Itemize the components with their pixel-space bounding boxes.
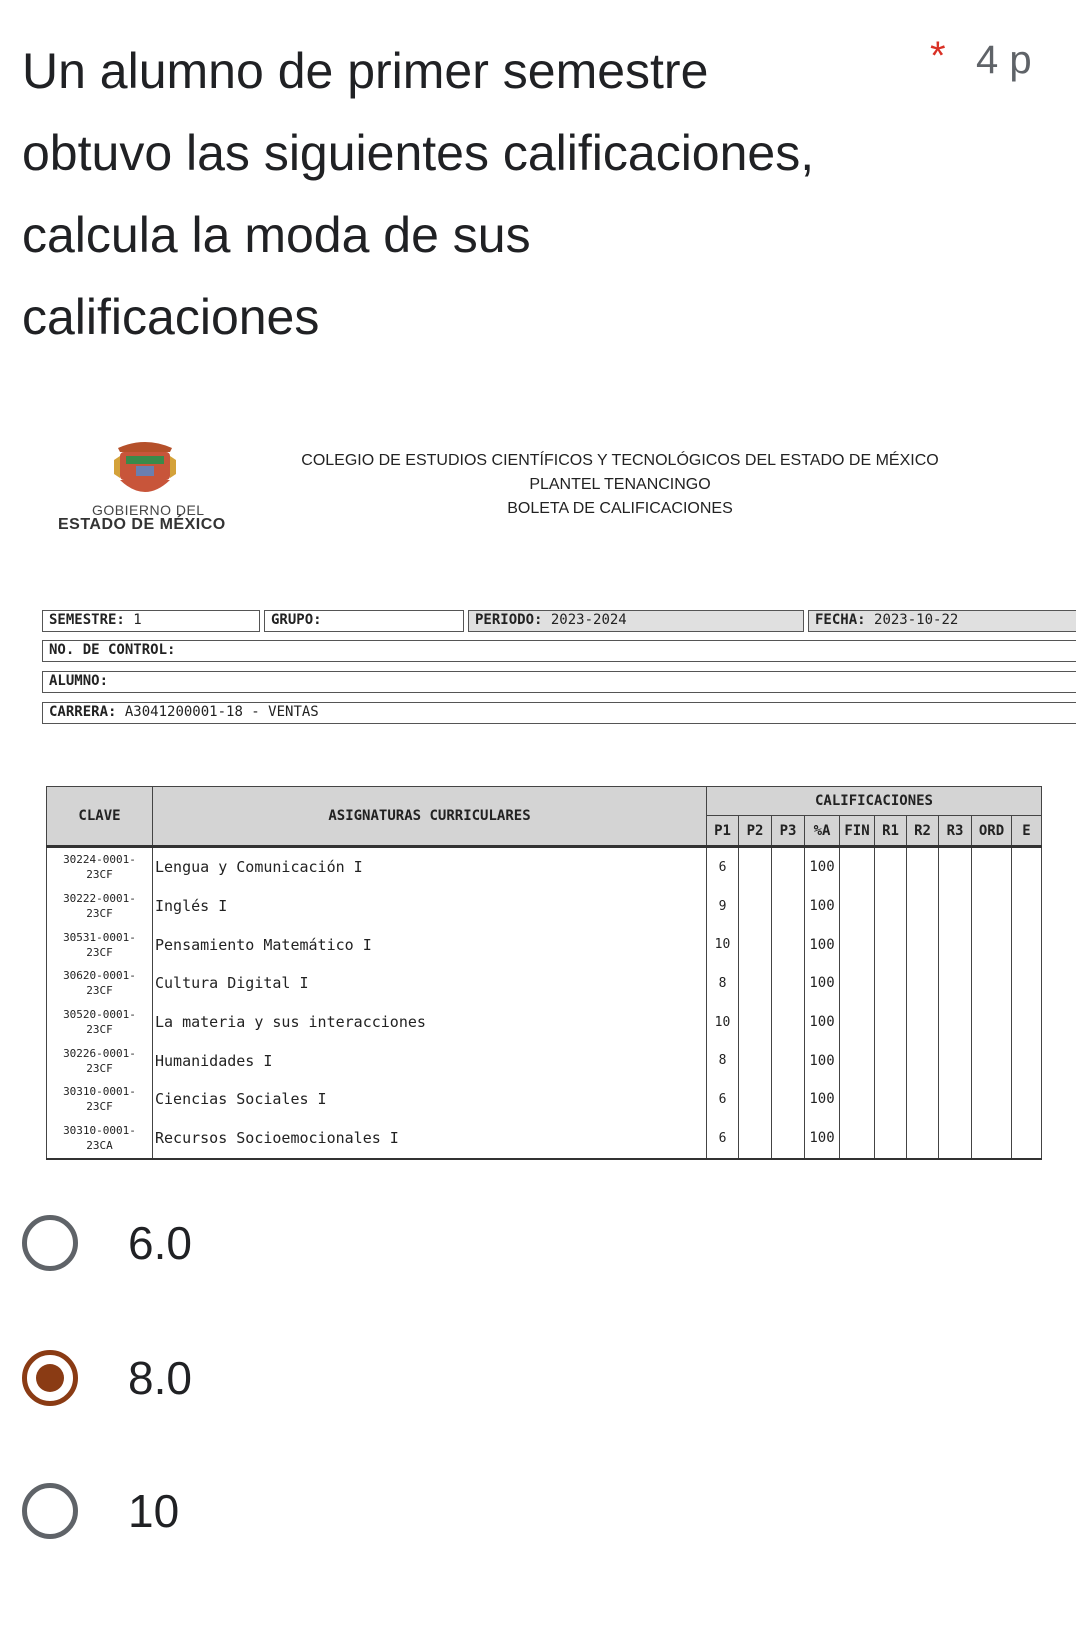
p2-cell [739, 1041, 772, 1080]
pct-cell: 100 [805, 1041, 840, 1080]
semestre-field [42, 610, 260, 632]
pct-cell: 100 [805, 1119, 840, 1159]
r3-cell [939, 847, 972, 887]
p1-cell: 6 [707, 1080, 739, 1119]
p1-cell: 8 [707, 1041, 739, 1080]
grupo-field [264, 610, 464, 632]
header-asignaturas: ASIGNATURAS CURRICULARES [153, 787, 707, 847]
subject-cell: Inglés I [153, 887, 707, 926]
ord-cell [972, 964, 1012, 1003]
ord-cell [972, 847, 1012, 887]
clave-line: 23CF [86, 868, 113, 882]
r2-cell [907, 925, 939, 964]
p3-cell [772, 925, 805, 964]
r3-cell [939, 1080, 972, 1119]
grades-table [46, 786, 1042, 1160]
clave-cell [47, 1041, 153, 1080]
fin-cell [840, 1003, 875, 1042]
boleta-title: BOLETA DE CALIFICACIONES [507, 500, 733, 517]
e-cell [1012, 1003, 1042, 1042]
p2-cell [739, 1119, 772, 1159]
fin-cell [840, 1080, 875, 1119]
clave-cell [47, 964, 153, 1003]
option-6[interactable] [22, 1210, 622, 1276]
p1-cell: 10 [707, 1003, 739, 1042]
p3-cell [772, 1119, 805, 1159]
p2-cell [739, 847, 772, 887]
header-r1: R1 [875, 816, 907, 847]
e-cell [1012, 887, 1042, 926]
radio-icon[interactable] [22, 1215, 78, 1271]
r1-cell [875, 1041, 907, 1080]
semestre-label: SEMESTRE: [49, 612, 125, 628]
clave-line: 23CA [86, 1139, 113, 1153]
option-8[interactable] [22, 1345, 622, 1411]
pct-cell: 100 [805, 847, 840, 887]
table-row [47, 887, 1042, 926]
ord-cell [972, 1003, 1012, 1042]
r3-cell [939, 1041, 972, 1080]
ord-cell [972, 1080, 1012, 1119]
p2-cell [739, 1003, 772, 1042]
control-label: NO. DE CONTROL: [49, 642, 176, 658]
points-label: 4 p [976, 38, 1032, 82]
radio-checked-icon[interactable] [22, 1350, 78, 1406]
report-card-image [0, 420, 1076, 1220]
carrera-label: CARRERA: [49, 704, 117, 720]
header-p1: P1 [707, 816, 739, 847]
table-row [47, 1119, 1042, 1159]
question-line: obtuvo las siguientes calificaciones, [22, 125, 815, 181]
clave-cell [47, 1003, 153, 1042]
fin-cell [840, 847, 875, 887]
grupo-label: GRUPO: [271, 612, 322, 628]
r1-cell [875, 925, 907, 964]
gov-line1: GOBIERNO DEL [92, 502, 205, 518]
pct-cell: 100 [805, 1003, 840, 1042]
pct-cell: 100 [805, 1080, 840, 1119]
periodo-field [468, 610, 804, 632]
option-label: 10 [128, 1485, 180, 1537]
p2-cell [739, 925, 772, 964]
r1-cell [875, 964, 907, 1003]
clave-cell [47, 1080, 153, 1119]
r1-cell [875, 887, 907, 926]
header-r2: R2 [907, 816, 939, 847]
p3-cell [772, 1003, 805, 1042]
table-row [47, 1080, 1042, 1119]
clave-cell [47, 847, 153, 887]
fin-cell [840, 1041, 875, 1080]
semestre-value: 1 [133, 612, 142, 628]
r1-cell [875, 1119, 907, 1159]
r3-cell [939, 925, 972, 964]
state-seal-icon [110, 438, 180, 500]
radio-icon[interactable] [22, 1483, 78, 1539]
table-row [47, 964, 1042, 1003]
clave-cell [47, 925, 153, 964]
clave-cell [47, 887, 153, 926]
plantel-name: PLANTEL TENANCINGO [529, 476, 711, 493]
clave-line: 30226-0001- [63, 1046, 136, 1060]
clave-cell [47, 1119, 153, 1159]
r3-cell [939, 887, 972, 926]
option-label: 8.0 [128, 1352, 192, 1404]
r2-cell [907, 1080, 939, 1119]
question-line: calcula la moda de sus [22, 207, 531, 263]
gov-line2: ESTADO DE MÉXICO [58, 516, 226, 533]
pct-cell: 100 [805, 925, 840, 964]
header-p3: P3 [772, 816, 805, 847]
header-r3: R3 [939, 816, 972, 847]
clave-line: 23CF [86, 1061, 113, 1075]
e-cell [1012, 1119, 1042, 1159]
r2-cell [907, 1003, 939, 1042]
pct-cell: 100 [805, 964, 840, 1003]
clave-line: 23CF [86, 984, 113, 998]
r2-cell [907, 964, 939, 1003]
fin-cell [840, 964, 875, 1003]
e-cell [1012, 1041, 1042, 1080]
periodo-value: 2023-2024 [550, 612, 627, 628]
header-ord: ORD [972, 816, 1012, 847]
alumno-label: ALUMNO: [49, 673, 109, 689]
fecha-value: 2023-10-22 [874, 612, 959, 628]
p3-cell [772, 1080, 805, 1119]
p1-cell: 10 [707, 925, 739, 964]
p3-cell [772, 847, 805, 887]
header-p2: P2 [739, 816, 772, 847]
option-label: 6.0 [128, 1217, 192, 1269]
clave-line: 30224-0001- [63, 853, 136, 867]
r3-cell [939, 1003, 972, 1042]
subject-cell: Pensamiento Matemático I [153, 925, 707, 964]
p1-cell: 6 [707, 1119, 739, 1159]
subject-cell: Humanidades I [153, 1041, 707, 1080]
p2-cell [739, 887, 772, 926]
r1-cell [875, 1003, 907, 1042]
subject-cell: Lengua y Comunicación I [153, 847, 707, 887]
subject-cell: La materia y sus interacciones [153, 1003, 707, 1042]
p1-cell: 9 [707, 887, 739, 926]
r2-cell [907, 887, 939, 926]
r2-cell [907, 1119, 939, 1159]
clave-line: 30520-0001- [63, 1008, 136, 1022]
header-e: E [1012, 816, 1042, 847]
question-line: calificaciones [22, 289, 320, 345]
clave-line: 30620-0001- [63, 969, 136, 983]
question-text [22, 30, 922, 358]
e-cell [1012, 964, 1042, 1003]
fin-cell [840, 925, 875, 964]
fin-cell [840, 1119, 875, 1159]
header-fin: FIN [840, 816, 875, 847]
ord-cell [972, 1041, 1012, 1080]
fecha-label: FECHA: [815, 612, 866, 628]
periodo-label: PERIODO: [475, 612, 543, 628]
table-row [47, 1003, 1042, 1042]
carrera-field [42, 702, 1076, 724]
fin-cell [840, 887, 875, 926]
r2-cell [907, 1041, 939, 1080]
r3-cell [939, 1119, 972, 1159]
p3-cell [772, 887, 805, 926]
e-cell [1012, 1080, 1042, 1119]
clave-line: 23CF [86, 1023, 113, 1037]
ord-cell [972, 887, 1012, 926]
table-row [47, 925, 1042, 964]
e-cell [1012, 847, 1042, 887]
p3-cell [772, 964, 805, 1003]
r1-cell [875, 847, 907, 887]
question-line: Un alumno de primer semestre [22, 43, 709, 99]
table-row [47, 847, 1042, 887]
table-row [47, 1041, 1042, 1080]
header-calificaciones: CALIFICACIONES [707, 787, 1042, 816]
p2-cell [739, 1080, 772, 1119]
fecha-field [808, 610, 1076, 632]
option-10[interactable] [22, 1478, 622, 1544]
required-asterisk: * [930, 34, 946, 78]
alumno-field [42, 671, 1076, 693]
clave-line: 23CF [86, 945, 113, 959]
subject-cell: Cultura Digital I [153, 964, 707, 1003]
clave-line: 30531-0001- [63, 930, 136, 944]
r1-cell [875, 1080, 907, 1119]
control-field [42, 640, 1076, 662]
p1-cell: 8 [707, 964, 739, 1003]
ord-cell [972, 1119, 1012, 1159]
clave-line: 30222-0001- [63, 892, 136, 906]
clave-line: 30310-0001- [63, 1085, 136, 1099]
subject-cell: Ciencias Sociales I [153, 1080, 707, 1119]
clave-line: 23CF [86, 1100, 113, 1114]
header-clave: CLAVE [47, 787, 153, 847]
r3-cell [939, 964, 972, 1003]
subject-cell: Recursos Socioemocionales I [153, 1119, 707, 1159]
school-name: COLEGIO DE ESTUDIOS CIENTÍFICOS Y TECNOLÓGICOS DEL ESTADO DE MÉXICO [301, 452, 939, 469]
clave-line: 23CF [86, 907, 113, 921]
e-cell [1012, 925, 1042, 964]
carrera-value: A3041200001-18 - VENTAS [124, 704, 319, 720]
pct-cell: 100 [805, 887, 840, 926]
p3-cell [772, 1041, 805, 1080]
ord-cell [972, 925, 1012, 964]
r2-cell [907, 847, 939, 887]
clave-line: 30310-0001- [63, 1124, 136, 1138]
header-pct: %A [805, 816, 840, 847]
p1-cell: 6 [707, 847, 739, 887]
p2-cell [739, 964, 772, 1003]
